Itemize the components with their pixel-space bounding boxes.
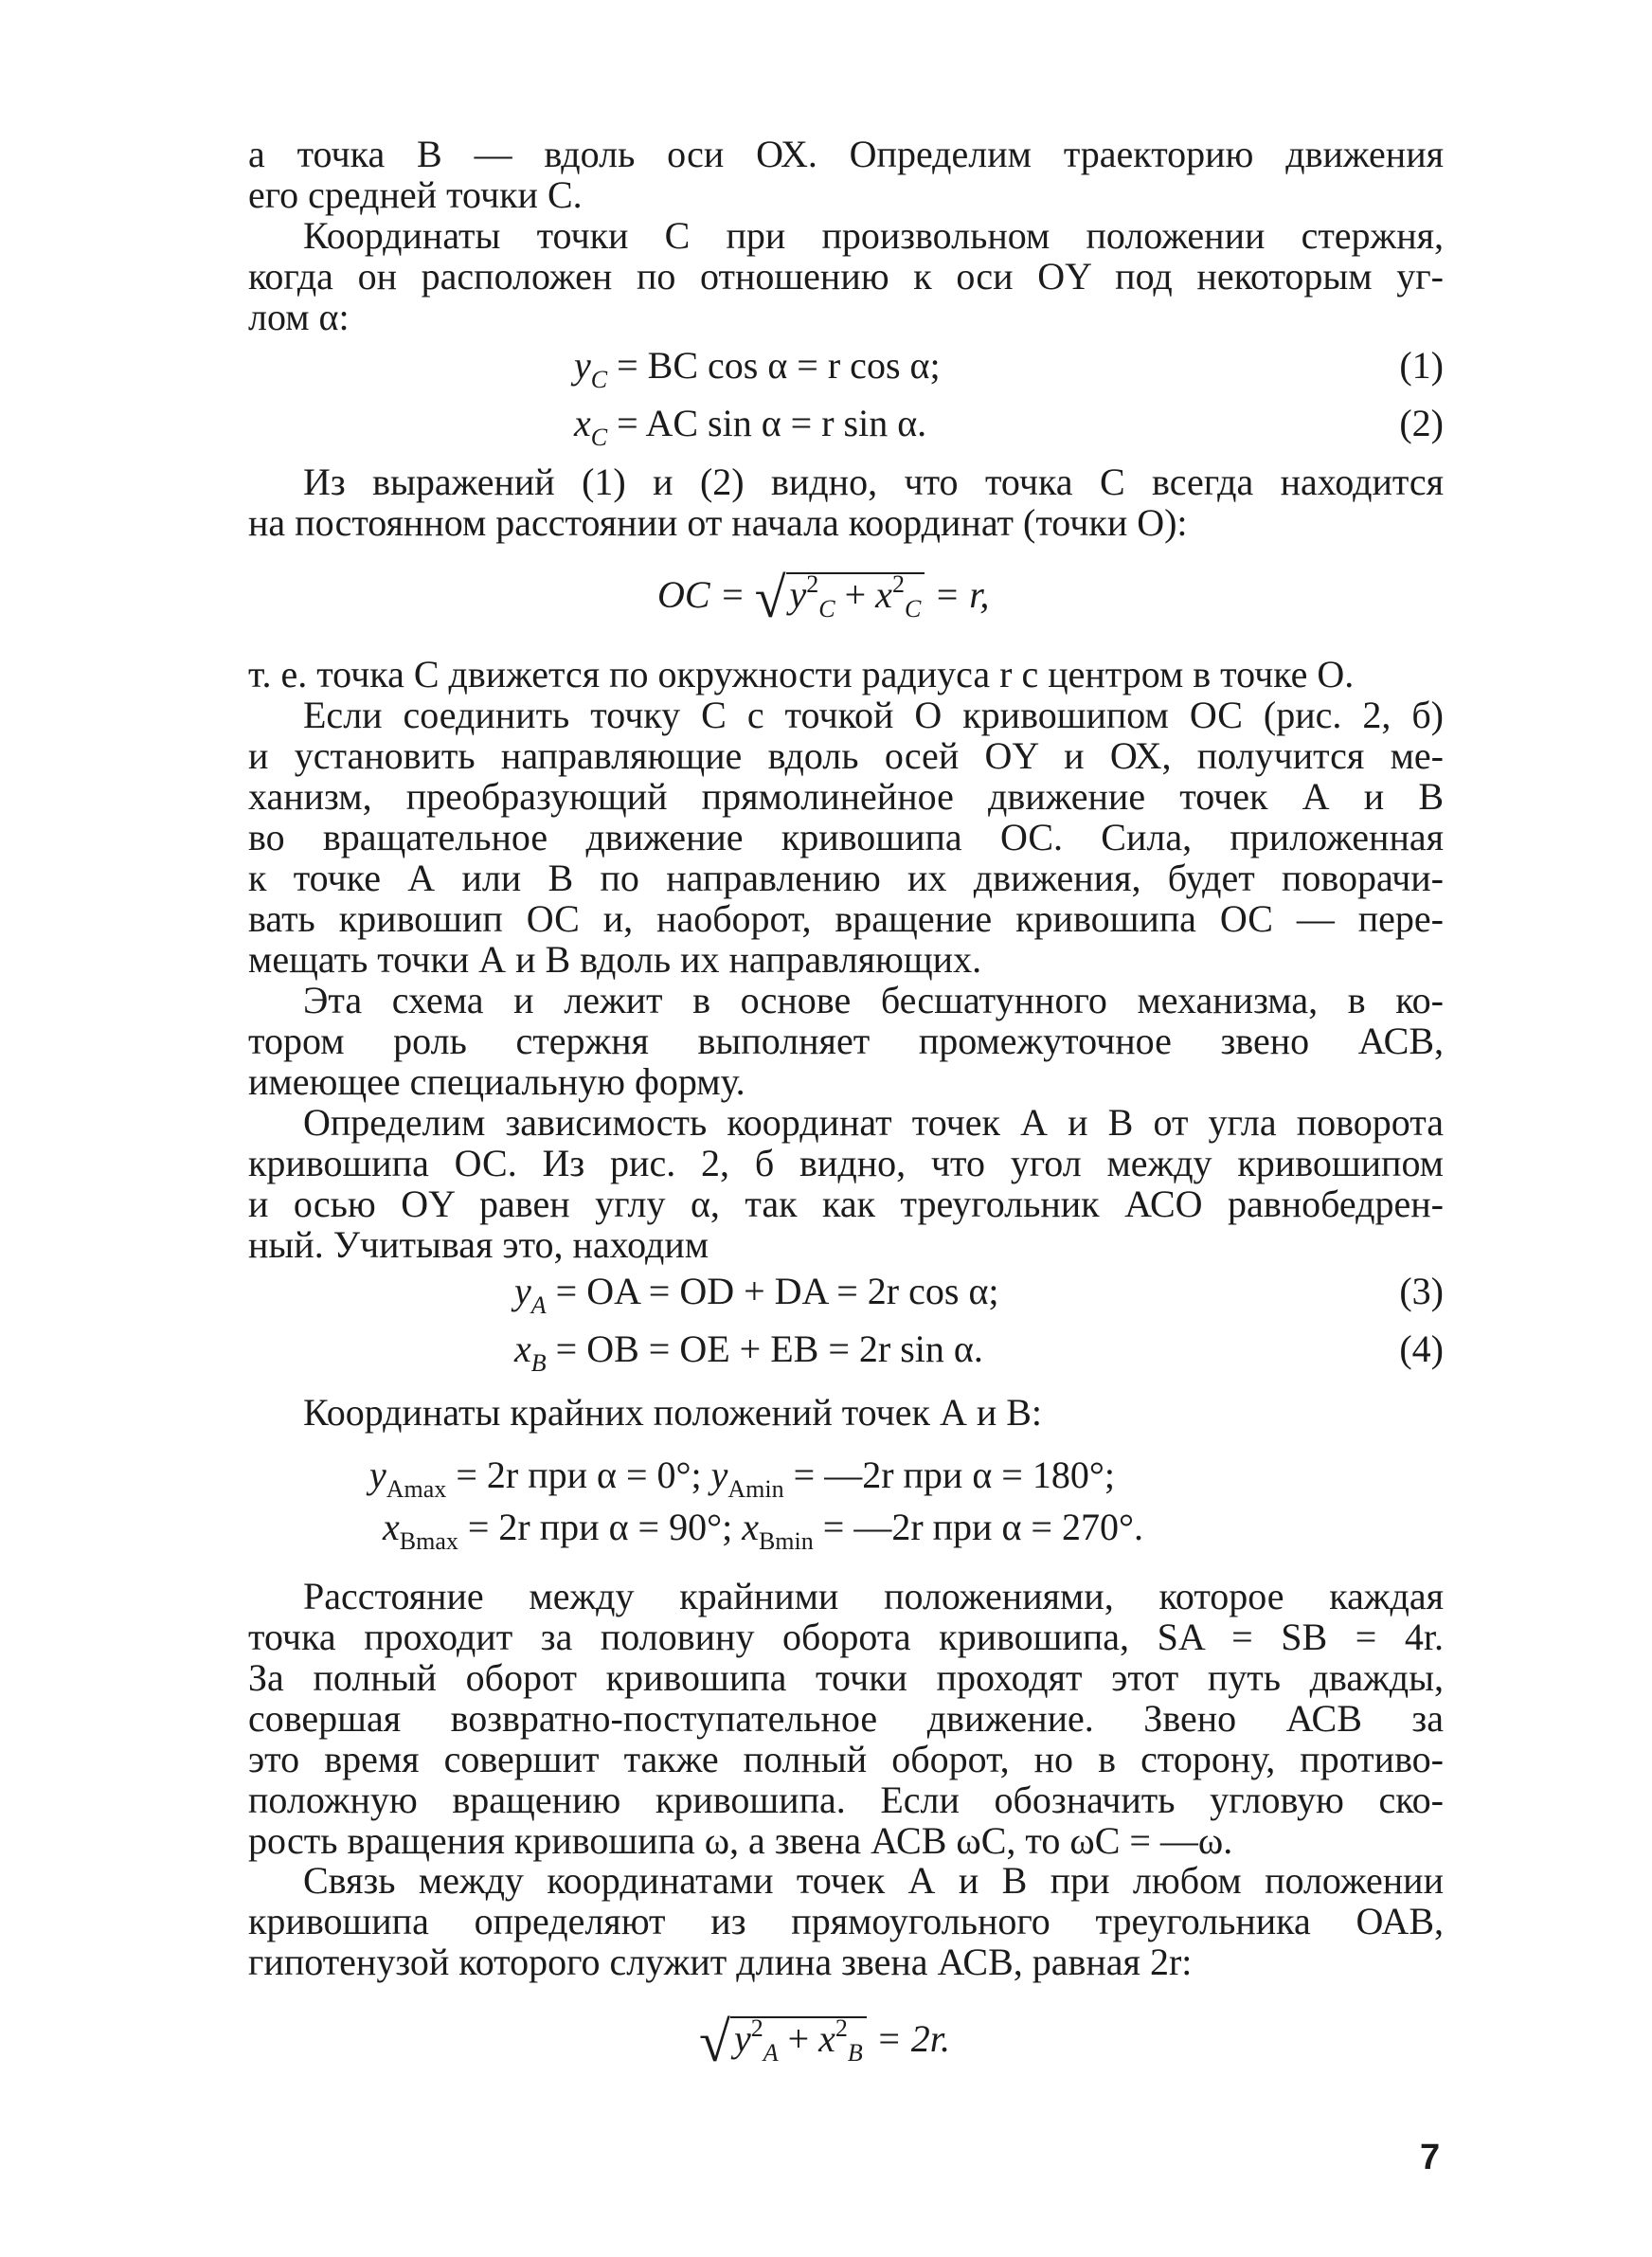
text-line: лом α: [248,296,350,338]
equation-number: (3) [1399,1270,1444,1312]
text-line: ный. Учитывая это, находим [248,1223,709,1266]
equation-number: (4) [1399,1327,1444,1370]
equation-4: $x_B$ = OB = OE + EB = 2r sin α. [514,1327,983,1377]
text-line: ханизм, преобразующий прямолинейное движение точек А и В [248,775,1444,818]
text-line: а точка В — вдоль оси ОХ. Определим траекторию движения [248,133,1444,175]
text-line: Координаты крайних положений точек А и В: [303,1391,1043,1434]
radicand: $y^2_C + x^2_C$ [786,572,925,616]
text-line: Из выражений (1) и (2) видно, что точка С всегда находится [303,460,1444,503]
text-line: во вращательное движение кривошипа ОС. Сила, приложенная [248,816,1444,858]
text-line: к точке А или В по направлению их движения, будет поворачи- [248,857,1444,899]
text-line: Если соединить точку С с точкой О кривошипом ОС (рис. 2, б) [303,694,1444,736]
radicand: $y^2_A + x^2_B$ [730,2016,867,2060]
equation-extreme-x: $x_{Bmax} = 2r$ при α = 90°; $x_{Bmin}$ = —2r при α = 270°. [383,1506,1143,1555]
paragraph-distance-extreme [248,1576,1444,1861]
text-line: кривошипа ОС. Из рис. 2, б видно, что угол между кривошипом [248,1142,1444,1184]
text-line: когда он расположен по отношению к оси OY под некоторым уг- [248,255,1444,298]
equation-oc: OC = √ $y^2_C + x^2_C = r$, [657,567,990,629]
text-line: Координаты точки С при произвольном положении стержня, [303,214,1444,257]
equation-extreme-y: $y_{Amax} = 2r$ при α = 0°; $y_{Amin}$ = —2r при α = 180°; [369,1454,1115,1503]
text-line: Связь между координатами точек А и В при любом положении [303,1859,1444,1902]
text-line: Определим зависимость координат точек А и В от угла поворота [303,1101,1444,1144]
paragraph-relation [248,1860,1444,1982]
text-line: на постоянном расстоянии от начала координат (точки О): [248,501,1188,544]
paragraph-mechanism [248,695,1444,980]
text-line: гипотенузой которого служит длина звена АСВ, равная 2r: [248,1941,1193,1983]
text-line: положную вращению кривошипа. Если обозначить угловую ско- [248,1779,1444,1821]
paragraph-coordinates [248,215,1444,337]
page-number: 7 [1420,2138,1441,2177]
equation-rhs: = OA = OD + DA = 2r cos α; [555,1270,999,1312]
paragraph-continuation [248,134,1444,215]
text-line: кривошипа определяют из прямоугольного треугольника ОАВ, [248,1900,1444,1942]
equation-1: $y_C$ = BC cos α = r cos α; [574,344,941,393]
text-line: Расстояние между крайними положениями, которое каждая [303,1575,1444,1617]
paragraph-distance [248,461,1444,543]
paragraph-circle [248,654,1444,695]
paragraph-extreme [248,1392,1444,1433]
equation-number: (2) [1399,402,1444,444]
text-line: и установить направляющие вдоль осей OY и ОХ, получится ме- [248,734,1444,777]
text-line: имеющее специальную форму. [248,1060,745,1103]
text-line: его средней точки С. [248,173,583,216]
paragraph-scheme [248,980,1444,1102]
text-line: рость вращения кривошипа ω, а звена АСВ ωC, то ωC = —ω. [248,1819,1233,1862]
text-line: вать кривошип ОС и, наоборот, вращение кривошипа ОС — пере- [248,897,1444,940]
equation-hypotenuse: √ $y^2_A + x^2_B = 2r$. [699,2011,950,2073]
text-line: мещать точки А и В вдоль их направляющих. [248,938,982,981]
radical-sign: √ [754,567,786,629]
equation-2: $x_C$ = AC sin α = r sin α. [574,402,927,451]
text-line: тором роль стержня выполняет промежуточное звено АСВ, [248,1020,1444,1062]
equation-3: $y_A$ = OA = OD + DA = 2r cos α; [514,1270,999,1319]
equation-rhs: = AC sin α = r sin α. [617,402,927,444]
radical-sign: √ [699,2011,730,2073]
text-line: Эта схема и лежит в основе бесшатунного механизма, в ко- [303,979,1444,1021]
equation-rhs: = OB = OE + EB = 2r sin α. [555,1327,983,1370]
equation-rhs: = BC cos α = r cos α; [617,344,941,387]
equation-number: (1) [1399,344,1444,387]
text-line: За полный оборот кривошипа точки проходят этот путь дважды, [248,1656,1444,1699]
paragraph-dependence [248,1102,1444,1265]
text-line: и осью OY равен углу α, так как треугольник АСО равнобедрен- [248,1183,1444,1225]
text-line: точка проходит за половину оборота кривошипа, SA = SB = 4r. [248,1616,1444,1658]
text-line: совершая возвратно-поступательное движение. Звено АСВ за [248,1697,1444,1740]
text-line: это время совершит также полный оборот, но в сторону, противо- [248,1738,1444,1780]
text-line: т. е. точка С движется по окружности радиуса r с центром в точке О. [248,653,1355,695]
